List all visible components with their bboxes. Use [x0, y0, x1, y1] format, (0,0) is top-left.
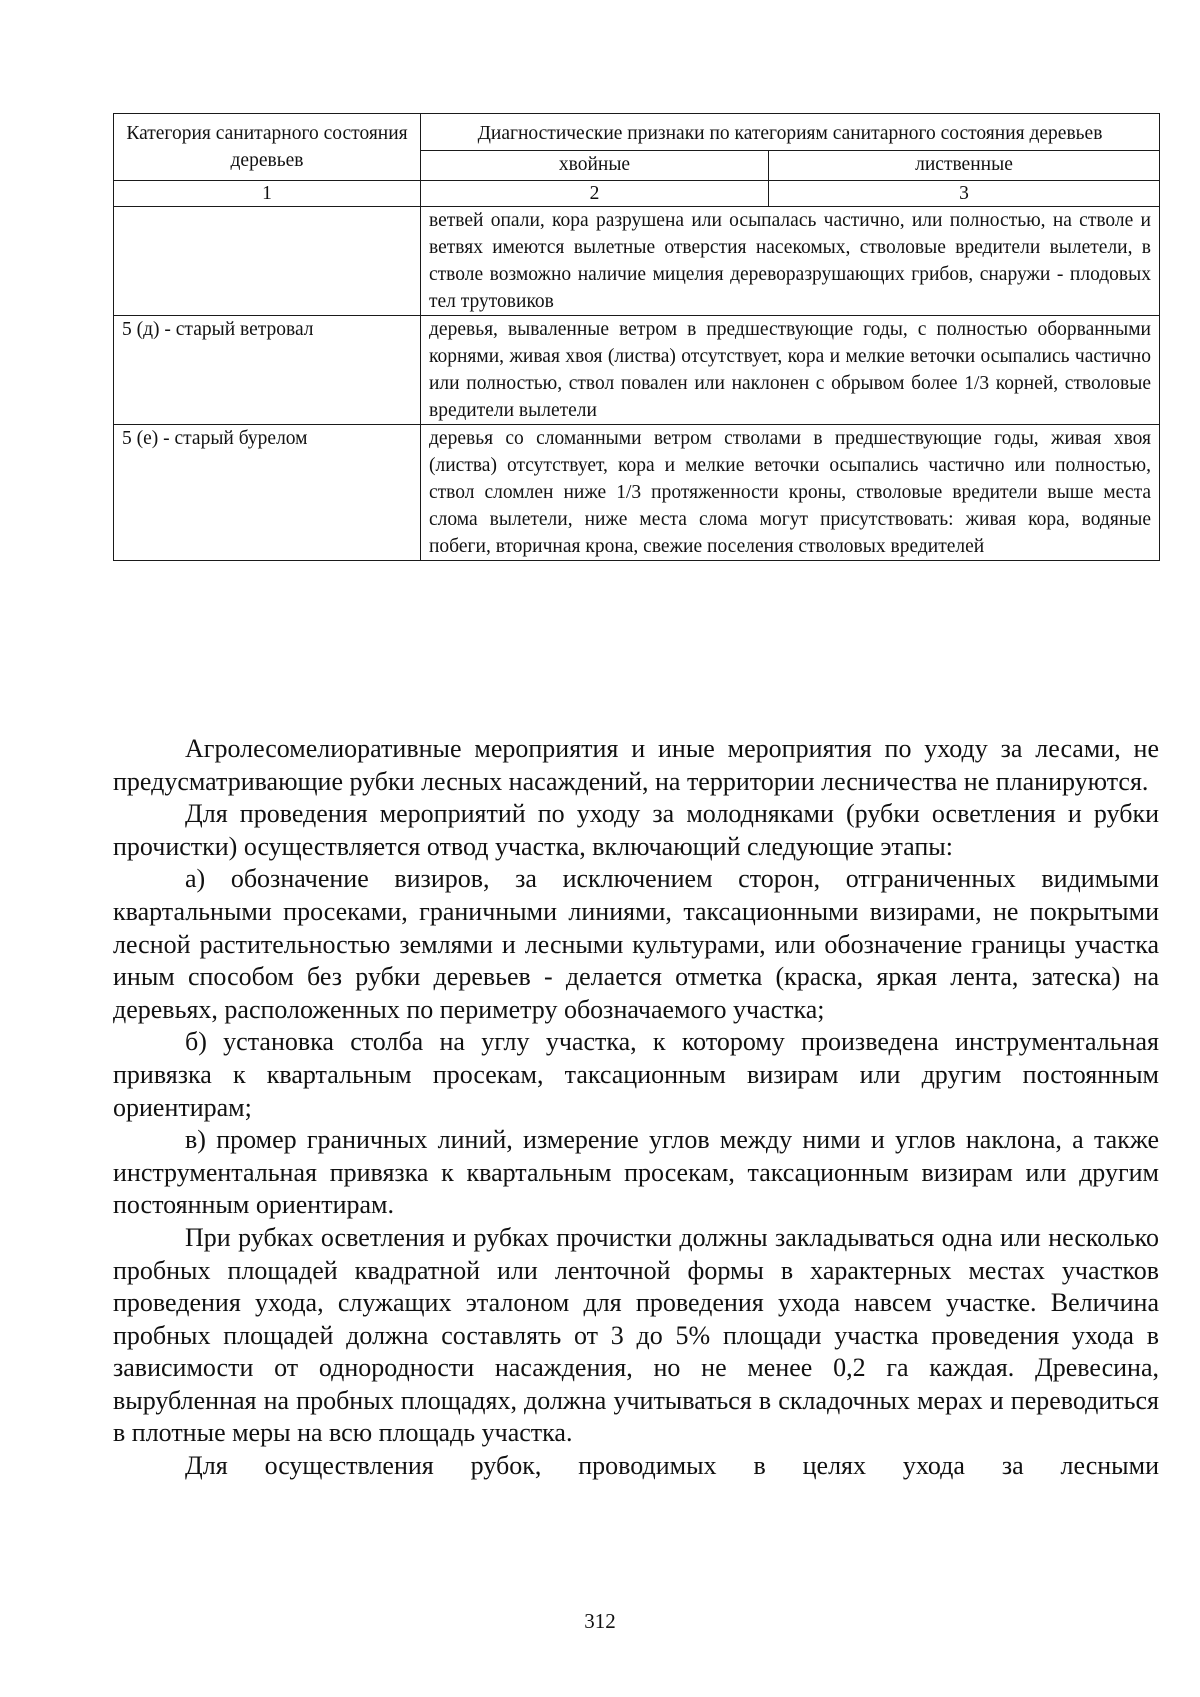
paragraph: Для проведения мероприятий по уходу за молодняками (рубки осветления и рубки прочистки) осуществляется отвод участка, включающий следующие этапы:: [113, 799, 1159, 861]
header-diagnostic-signs: Диагностические признаки по категориям санитарного состояния деревьев: [421, 114, 1160, 151]
row-description: деревья, вываленные ветром в предшествующие годы, с полностью оборванными корнями, живая хвоя (листва) отсутствует, кора и мелкие веточки осыпались частично или полностью, ствол повален или наклонен с обрывом более 1/3 корней, стволовые вредители вылетели: [421, 316, 1160, 425]
header-coniferous: хвойные: [421, 150, 769, 180]
paragraph: Агролесомелиоративные мероприятия и иные мероприятия по уходу за лесами, не предусматривающие рубки лесных насаждений, на территории лесничества не планируются.: [113, 734, 1159, 796]
sanitary-condition-table: [113, 113, 1160, 561]
paragraph: а) обозначение визиров, за исключением сторон, отграниченных видимыми квартальными просеками, граничными линиями, таксационными визирами, не покрытыми лесной растительностью землями и лесными культурами, или обозначение границы участка иным способом без рубки деревьев - делается отметка (краска, яркая лента, затеска) на деревьях, расположенных по периметру обозначаемого участка;: [113, 864, 1159, 1024]
table-header-row: [114, 114, 1160, 151]
column-number: 1: [114, 181, 421, 207]
page-number: 312: [584, 1609, 616, 1633]
paragraph: в) промер граничных линий, измерение углов между ними и углов наклона, а также инструментальная привязка к квартальным просекам, таксационным визирам или другим постоянным ориентирам.: [113, 1125, 1159, 1220]
body-text: [113, 733, 1159, 1483]
row-category: 5 (е) - старый бурелом: [114, 425, 421, 561]
paragraph: Для осуществления рубок, проводимых в целях ухода за лесными: [185, 1451, 1159, 1481]
header-deciduous: лиственные: [769, 150, 1160, 180]
paragraph: б) установка столба на углу участка, к которому произведена инструментальная привязка к квартальным просекам, таксационным визирам или другим постоянным ориентирам;: [113, 1027, 1159, 1122]
table-row: [114, 316, 1160, 425]
paragraph: При рубках осветления и рубках прочистки должны закладываться одна или несколько пробных площадей квадратной или ленточной формы в характерных местах участков проведения ухода, служащих эталоном для проведения ухода навсем участке. Величина пробных площадей должна составлять от 3 до 5% площади участка проведения ухода в зависимости от однородности насаждения, но не менее 0,2 га каждая. Древесина, вырубленная на пробных площадях, должна учитываться в складочных мерах и переводиться в плотные меры на всю площадь участка.: [113, 1222, 1159, 1448]
table-row: [114, 425, 1160, 561]
row-description: деревья со сломанными ветром стволами в предшествующие годы, живая хвоя (листва) отсутствует, кора и мелкие веточки осыпались частично или полностью, ствол сломлен ниже 1/3 протяженности кроны, стволовые вредители выше места слома вылетели, ниже места слома могут присутствовать: живая кора, водяные побеги, вторичная крона, свежие поселения стволовых вредителей: [421, 425, 1160, 561]
row-category: 5 (д) - старый ветровал: [114, 316, 421, 425]
column-number: 3: [769, 181, 1160, 207]
column-number-row: [114, 181, 1160, 207]
table-row: [114, 207, 1160, 316]
header-category: Категория санитарного состояния деревьев: [114, 114, 421, 181]
row-description: ветвей опали, кора разрушена или осыпалась частично, или полностью, на стволе и ветвях имеются вылетные отверстия насекомых, стволовые вредители вылетели, в стволе возможно наличие мицелия дереворазрушающих грибов, снаружи - плодовых тел трутовиков: [421, 207, 1160, 316]
column-number: 2: [421, 181, 769, 207]
row-category: [114, 207, 421, 316]
